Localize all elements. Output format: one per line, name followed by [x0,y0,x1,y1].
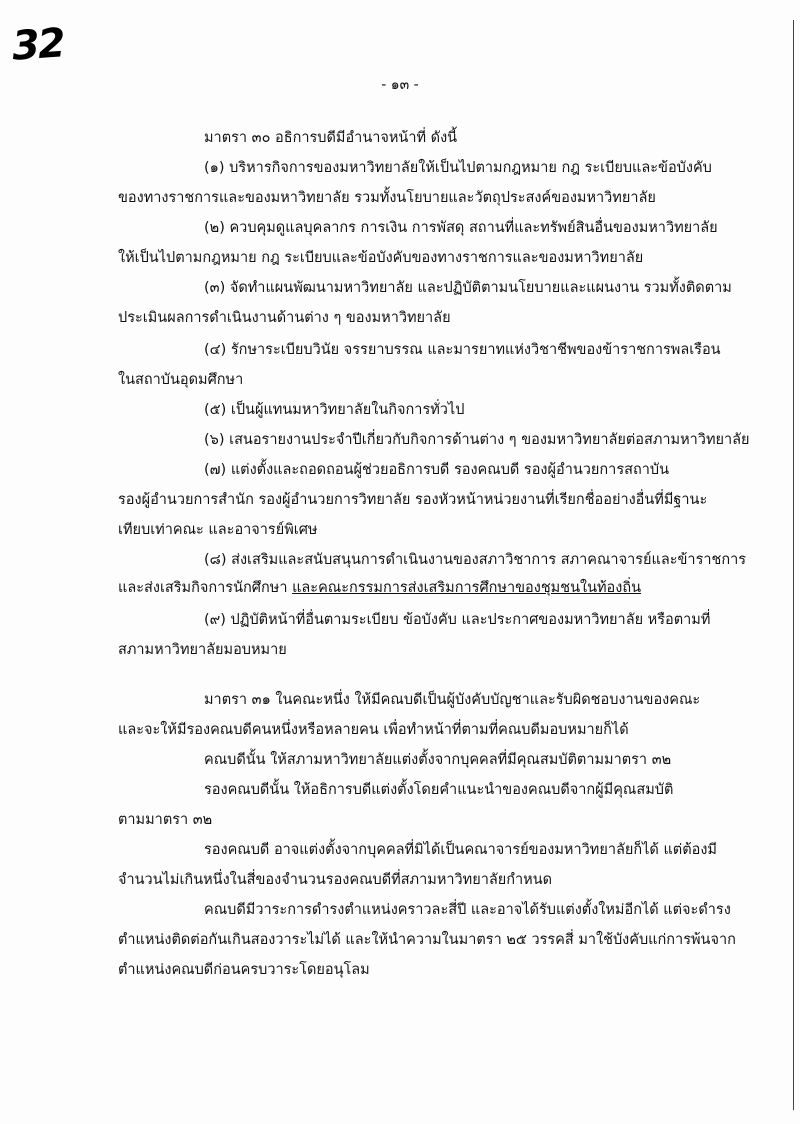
text-line: รองคณบดีนั้น ให้อธิการบดีแต่งตั้งโดยคำแนะนำของคณบดีจากผู้มีคุณสมบัติ [204,782,674,798]
text-line: (๙) ปฏิบัติหน้าที่อื่นตามระเบียบ ข้อบังคับ และประกาศของมหาวิทยาลัย หรือตามที่ [204,612,711,628]
text-line: (๒) ควบคุมดูแลบุคลากร การเงิน การพัสดุ สถานที่และทรัพย์สินอื่นของมหาวิทยาลัย [204,220,718,236]
text-line: (๖) เสนอรายงานประจำปีเกี่ยวกับกิจการด้านต่าง ๆ ของมหาวิทยาลัยต่อสภามหาวิทยาลัย [204,432,750,448]
text-line: (๓) จัดทำแผนพัฒนามหาวิทยาลัย และปฏิบัติตามนโยบายและแผนงาน รวมทั้งติดตาม [204,280,732,296]
text-line: (๗) แต่งตั้งและถอดถอนผู้ช่วยอธิการบดี รองคณบดี รองผู้อำนวยการสถาบัน [204,462,669,478]
text-line: (๕) เป็นผู้แทนมหาวิทยาลัยในกิจการทั่วไป [204,402,465,418]
text-line: และจะให้มีรองคณบดีคนหนึ่งหรือหลายคน เพื่อทำหน้าที่ตามที่คณบดีมอบหมายก็ได้ [118,722,629,738]
handwritten-page-number: 32 [10,20,66,70]
underlined-amendment: และคณะกรรมการส่งเสริมการศึกษาของชุมชนในท้องถิ่น [292,580,642,596]
text-line: คณบดีมีวาระการดำรงตำแหน่งคราวละสี่ปี และอาจได้รับแต่งตั้งใหม่อีกได้ แต่จะดำรง [204,902,731,918]
text-line: ประเมินผลการดำเนินงานด้านต่าง ๆ ของมหาวิทยาลัย [118,310,451,326]
text-line: ให้เป็นไปตามกฎหมาย กฎ ระเบียบและข้อบังคับของทางราชการและของมหาวิทยาลัย [118,250,644,266]
text-line: ตำแหน่งคณบดีก่อนครบวาระโดยอนุโลม [118,962,370,978]
text-line: เทียบเท่าคณะ และอาจารย์พิเศษ [118,522,318,538]
section-31-heading: มาตรา ๓๑ ในคณะหนึ่ง ให้มีคณบดีเป็นผู้บังคับบัญชาและรับผิดชอบงานของคณะ [204,692,701,708]
text-line: สภามหาวิทยาลัยมอบหมาย [118,642,287,658]
text-line: คณบดีนั้น ให้สภามหาวิทยาลัยแต่งตั้งจากบุคคลที่มีคุณสมบัติตามมาตรา ๓๒ [204,752,672,768]
text-line: รองผู้อำนวยการสำนัก รองผู้อำนวยการวิทยาลัย รองหัวหน้าหน่วยงานที่เรียกชื่ออย่างอื่นที่มีฐานะ [118,492,708,508]
text-line: รองคณบดี อาจแต่งตั้งจากบุคคลที่มิได้เป็นคณาจารย์ของมหาวิทยาลัยก็ได้ แต่ต้องมี [204,842,717,858]
text-line: (๘) ส่งเสริมและสนับสนุนการดำเนินงานของสภาวิชาการ สภาคณาจารย์และข้าราชการ [204,552,747,568]
section-30-heading: มาตรา ๓๐ อธิการบดีมีอำนาจหน้าที่ ดังนี้ [204,130,458,146]
text-line [118,578,641,598]
page-number: - ๑๓ - [381,77,419,93]
page-edge [793,20,794,1110]
text-segment: และส่งเสริมกิจการนักศึกษา [118,580,293,596]
text-line: ตำแหน่งติดต่อกันเกินสองวาระไม่ได้ และให้นำความในมาตรา ๒๕ วรรคสี่ มาใช้บังคับแก่การพ้นจาก [118,932,736,948]
text-line: (๔) รักษาระเบียบวินัย จรรยาบรรณ และมารยาทแห่งวิชาชีพของข้าราชการพลเรือน [204,342,721,358]
text-line: (๑) บริหารกิจการของมหาวิทยาลัยให้เป็นไปตามกฎหมาย กฎ ระเบียบและข้อบังคับ [204,160,712,176]
text-line: ของทางราชการและของมหาวิทยาลัย รวมทั้งนโยบายและวัตถุประสงค์ของมหาวิทยาลัย [118,190,656,206]
text-line: ตามมาตรา ๓๒ [118,812,213,828]
text-line: ในสถาบันอุดมศึกษา [118,372,244,388]
text-line: จำนวนไม่เกินหนึ่งในสี่ของจำนวนรองคณบดีที่สภามหาวิทยาลัยกำหนด [118,872,553,888]
